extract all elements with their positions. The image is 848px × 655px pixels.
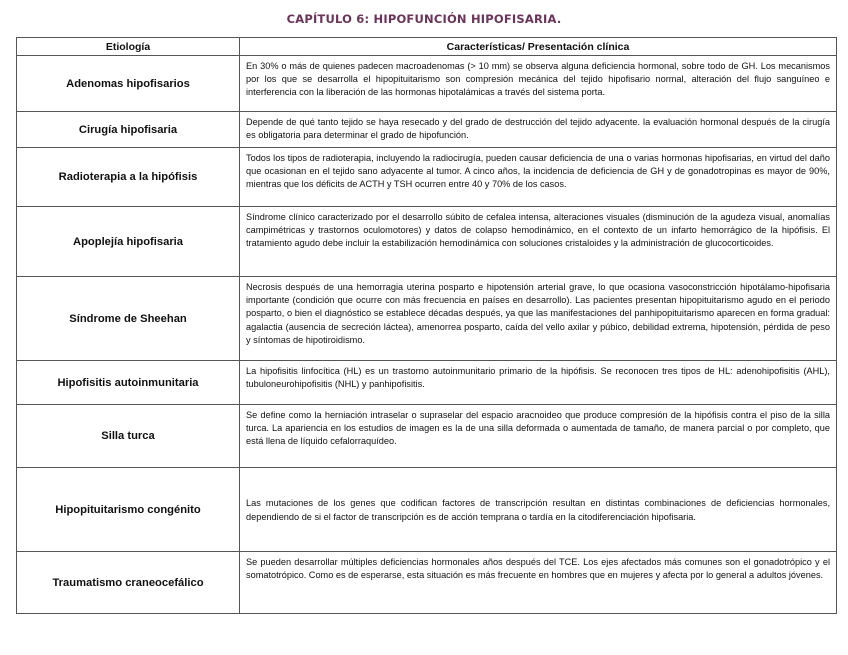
- table-row: [17, 277, 837, 361]
- etiology-cell: Traumatismo craneocefálico: [17, 552, 240, 614]
- description-cell: Se pueden desarrollar múltiples deficiencias hormonales años después del TCE. Los ejes afectados más comunes son el gonadotrópico y el somatotrópico. Como es de esperarse, esta situación es más frecuente en hombres que en mujeres y afecta por lo general a adultos jóvenes.: [240, 552, 837, 614]
- table-header-row: [17, 38, 837, 56]
- etiology-cell: Cirugía hipofisaria: [17, 112, 240, 148]
- etiology-cell: Silla turca: [17, 405, 240, 468]
- description-cell: Síndrome clínico caracterizado por el desarrollo súbito de cefalea intensa, alteraciones visuales (disminución de la agudeza visual, anomalías campimétricas y trastornos oculomotores) y datos de colapso hemodinámico, en el contexto de un infarto hemorrágico de la hipófisis. El tratamiento agudo debe incluir la estabilización hemodinámica con soluciones cristaloides y la administración de glucocorticoides.: [240, 207, 837, 277]
- etiology-cell: Hipofisitis autoinmunitaria: [17, 361, 240, 405]
- description-cell: La hipofisitis linfocítica (HL) es un trastorno autoinmunitario primario de la hipófisis. Se reconocen tres tipos de HL: adenohipofisitis (AHL), tubuloneurohipofisitis (NHL) y panhipofisitis.: [240, 361, 837, 405]
- header-etiology: Etiología: [17, 38, 240, 56]
- description-cell: Necrosis después de una hemorragia uterina posparto e hipotensión arterial grave, lo que ocasiona vasoconstricción hipotálamo-hipofisaria importante (condición que ocurre con más frecuencia en países en desarrollo). Las pacientes presentan hipopituitarismo agudo en el periodo posparto, o bien el diagnóstico se establece décadas después, ya que las manifestaciones del panhipopituitarismo aparecen en forma gradual: agalactia (ausencia de secreción láctea), amenorrea posparto, caída del vello axilar y púbico, debilidad extrema, hipotensión, pérdida de peso y síntomas de hipotiroidismo.: [240, 277, 837, 361]
- etiology-table: [16, 37, 837, 614]
- etiology-cell: Apoplejía hipofisaria: [17, 207, 240, 277]
- etiology-cell: Radioterapia a la hipófisis: [17, 148, 240, 207]
- etiology-cell: Síndrome de Sheehan: [17, 277, 240, 361]
- etiology-cell: Adenomas hipofisarios: [17, 56, 240, 112]
- table-row: [17, 148, 837, 207]
- description-cell: Todos los tipos de radioterapia, incluyendo la radiocirugía, pueden causar deficiencia de una o varias hormonas hipofisarias, en virtud del daño que ocasionan en el tejido sano adyacente al tumor. A cinco años, la incidencia de deficiencia de GH y de gonadotropinas es mayor de 90%, mientras que los déficits de ACTH y TSH ocurren entre 40 y 70% de los casos.: [240, 148, 837, 207]
- table-row: [17, 112, 837, 148]
- description-cell: Se define como la herniación intraselar o supraselar del espacio aracnoideo que produce compresión de la hipófisis contra el piso de la silla turca. La apariencia en los estudios de imagen es la de una silla deformada o aumentada de tamaño, de manera parcial o por completo, que está llena de líquido cefalorraquídeo.: [240, 405, 837, 468]
- description-cell: Depende de qué tanto tejido se haya resecado y del grado de destrucción del tejido adyacente. la evaluación hormonal después de la cirugía es obligatoria para determinar el grado de hipofunción.: [240, 112, 837, 148]
- header-characteristics: Características/ Presentación clínica: [240, 38, 837, 56]
- table-row: [17, 552, 837, 614]
- table-row: [17, 56, 837, 112]
- table-row: [17, 207, 837, 277]
- table-row: [17, 405, 837, 468]
- etiology-cell: Hipopituitarismo congénito: [17, 468, 240, 552]
- description-cell: Las mutaciones de los genes que codifican factores de transcripción resultan en distintas combinaciones de deficiencias hormonales, dependiendo de si el factor de transcripción es de acción temprana o tardía en la citodiferenciación hipofisaria.: [240, 468, 837, 552]
- table-row: [17, 361, 837, 405]
- chapter-title: CAPÍTULO 6: HIPOFUNCIÓN HIPOFISARIA.: [286, 12, 562, 26]
- table-row: [17, 468, 837, 552]
- description-cell: En 30% o más de quienes padecen macroadenomas (> 10 mm) se observa alguna deficiencia hormonal, sobre todo de GH. Los mecanismos por los que se desarrolla el hipopituitarismo son compresión mecánica del tejido hipofisario normal, alteración del flujo sanguíneo e interferencia con la liberación de las hormonas hipotalámicas a través del sistema porta.: [240, 56, 837, 112]
